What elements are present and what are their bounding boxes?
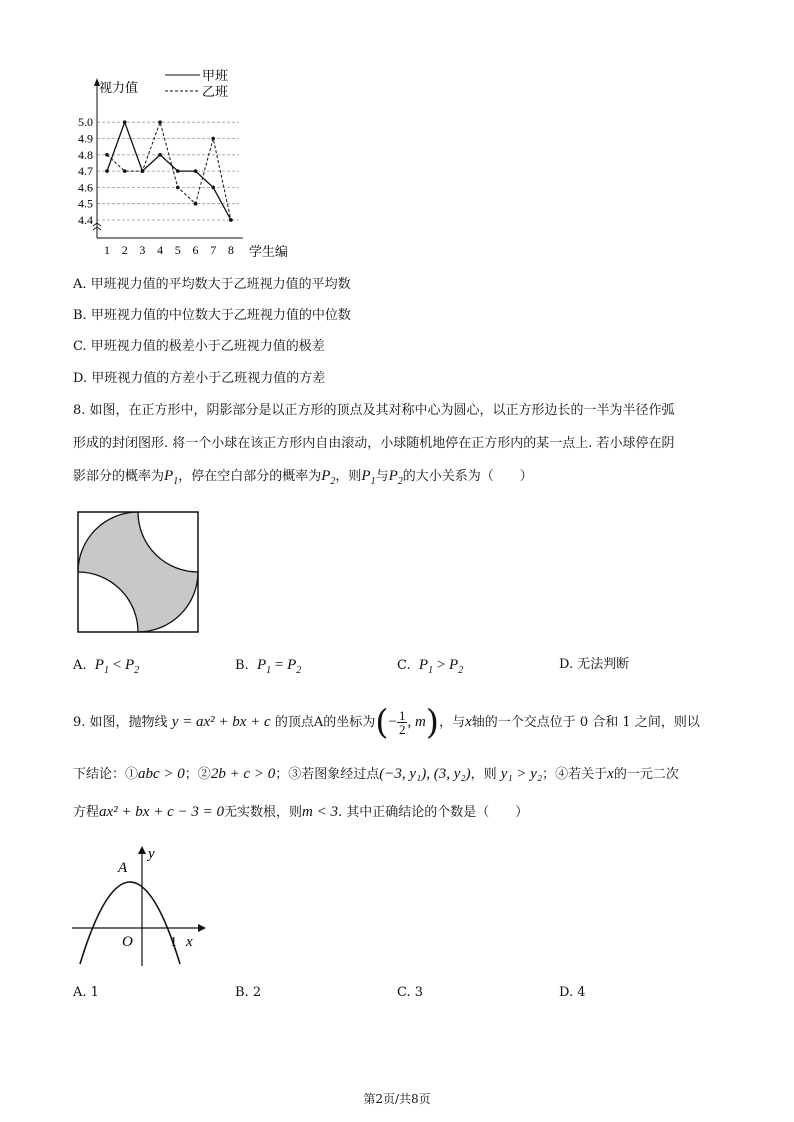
q8-text-line3: 影部分的概率为$P_1$，停在空白部分的概率为$P_2$，则$P_1$与$P_2$的大小关系为（ ） (73, 468, 533, 487)
legend-entry: 乙班 (202, 84, 229, 99)
x-axis-label: x (186, 934, 193, 950)
data-point (211, 137, 215, 141)
data-point (194, 169, 198, 173)
q8-option-a: A. $P_1 < P_2$ (73, 657, 140, 676)
y-axis-label: y (148, 846, 155, 862)
data-point (176, 186, 180, 190)
data-point (158, 153, 162, 157)
q9-option-a: A. 1 (73, 985, 99, 1000)
data-point (194, 202, 198, 206)
x-tick-label: 1 (104, 243, 110, 257)
vertex-label: A (118, 860, 128, 876)
data-point (123, 169, 127, 173)
q9-text-line3: 方程ax² + bx + c − 3 = 0无实数根，则m < 3. 其中正确结论的个数是（ ） (73, 804, 529, 820)
q7-option-d: D. 甲班视力值的方差小于乙班视力值的方差 (73, 371, 326, 386)
q9-option-c: C. 3 (397, 985, 424, 1000)
data-point (105, 153, 109, 157)
x-tick-label: 6 (192, 243, 199, 257)
q9-text-line2: 下结论：①abc > 0；②2b + c > 0；③若图象经过点(−3, y₁), (3, y₂)，则 y₁ > y₂；④若关于x的一元二次 (73, 766, 679, 782)
x-axis-label: 学生编 (248, 244, 288, 259)
data-point (123, 120, 127, 124)
q7-option-c: C. 甲班视力值的极差小于乙班视力值的极差 (73, 339, 325, 354)
x-tick-label: 7 (210, 243, 217, 257)
y-tick-label: 4.6 (78, 180, 93, 195)
vision-line-chart (60, 62, 310, 262)
x-axis-arrow (198, 924, 206, 932)
data-point (141, 169, 145, 173)
y-tick-label: 4.7 (78, 164, 93, 179)
q7-option-a: A. 甲班视力值的平均数大于乙班视力值的平均数 (73, 277, 351, 292)
data-point (158, 120, 162, 124)
q9-option-d: D. 4 (559, 985, 586, 1000)
data-point (211, 186, 215, 190)
shaded-region (78, 512, 198, 632)
q8-option-d: D. 无法判断 (559, 657, 630, 672)
x-tick-label: 3 (139, 243, 146, 257)
q9-text-line1: 9. 如图，抛物线 y = ax² + bx + c 的顶点A的坐标为(− $\frac{1}{2}$ , m)，与x轴的一个交点位于 0 合和 1 之间，则以 (73, 702, 700, 743)
q8-option-c: C. $P_1 > P_2$ (397, 657, 464, 676)
y-tick-label: 4.5 (78, 196, 93, 211)
x-tick-label: 2 (121, 243, 128, 257)
origin-label: O (122, 934, 133, 950)
q8-option-b: B. $P_1 = P_2$ (235, 657, 302, 676)
x-tick-label: 4 (157, 243, 164, 257)
data-point (105, 169, 109, 173)
q9-option-b: B. 2 (235, 985, 262, 1000)
data-point (176, 169, 180, 173)
q8-text-line1: 8. 如图，在正方形中，阴影部分是以正方形的顶点及其对称中心为圆心，以正方形边长的一半为半径作弧 (73, 403, 675, 418)
y-tick-label: 4.9 (78, 131, 93, 146)
y-tick-label: 4.8 (78, 147, 93, 162)
parabola-curve (80, 882, 180, 964)
q7-option-b: B. 甲班视力值的中位数大于乙班视力值的中位数 (73, 308, 351, 323)
y-tick-label: 5.0 (78, 115, 93, 130)
q8-text-line2: 形成的封闭图形. 将一个小球在该正方形内自由滚动，小球随机地停在正方形内的某一点上. 若小球停在阴 (73, 436, 675, 451)
x-tick-label: 5 (174, 243, 181, 257)
y-axis-label: 视力值 (99, 80, 139, 95)
y-tick-label: 4.4 (78, 213, 93, 227)
one-label: 1 (170, 935, 177, 950)
q8-square-figure (76, 510, 200, 634)
y-axis-arrow (138, 846, 146, 854)
page-footer: 第2页/共8页 (363, 1092, 431, 1106)
q9-parabola-graph (70, 842, 210, 970)
x-tick-label: 8 (227, 243, 234, 257)
legend-entry: 甲班 (202, 68, 229, 83)
data-point (229, 218, 233, 222)
